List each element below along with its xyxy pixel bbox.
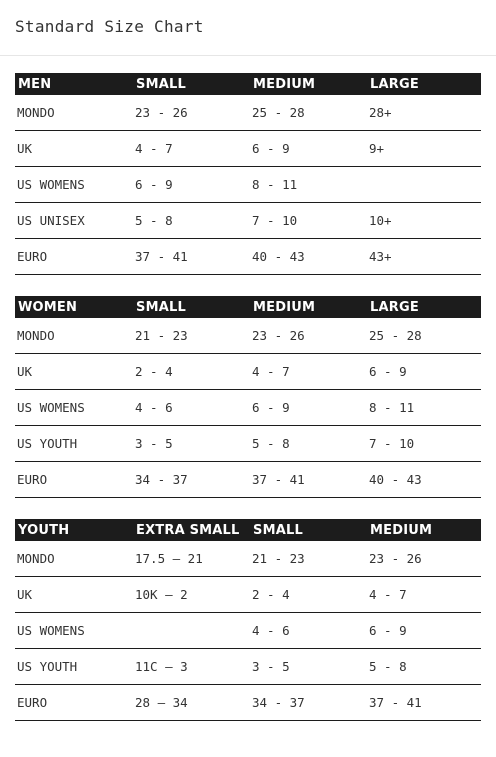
row-label-cell: US UNISEX	[15, 203, 133, 239]
header-cell-size: LARGE	[367, 73, 481, 95]
table-row	[15, 462, 481, 498]
size-value-cell: 21 - 23	[250, 541, 367, 577]
size-value-cell: 25 - 28	[367, 318, 481, 354]
row-label-cell: UK	[15, 131, 133, 167]
table-row	[15, 390, 481, 426]
row-label-cell: UK	[15, 577, 133, 613]
size-value-cell: 8 - 11	[367, 390, 481, 426]
size-value-cell: 23 - 26	[367, 541, 481, 577]
size-value-cell: 6 - 9	[250, 390, 367, 426]
row-label-cell: US WOMENS	[15, 167, 133, 203]
table-body	[15, 318, 481, 498]
header-cell-size: MEDIUM	[367, 519, 481, 541]
size-value-cell: 37 - 41	[250, 462, 367, 498]
size-value-cell: 9+	[367, 131, 481, 167]
header-cell-category: WOMEN	[15, 296, 133, 318]
table-row	[15, 541, 481, 577]
size-value-cell: 10K — 2	[133, 577, 250, 613]
row-label-cell: US YOUTH	[15, 649, 133, 685]
header-cell-size: SMALL	[133, 73, 250, 95]
table-row	[15, 131, 481, 167]
size-value-cell: 5 - 8	[367, 649, 481, 685]
table-header	[15, 73, 481, 95]
size-value-cell: 25 - 28	[250, 95, 367, 131]
page-title: Standard Size Chart	[15, 17, 204, 36]
header-row	[15, 519, 481, 541]
header-cell-size: MEDIUM	[250, 296, 367, 318]
header-cell-size: SMALL	[133, 296, 250, 318]
row-label-cell: US WOMENS	[15, 613, 133, 649]
table-row	[15, 649, 481, 685]
table-row	[15, 685, 481, 721]
header-cell-size: EXTRA SMALL	[133, 519, 250, 541]
size-value-cell: 40 - 43	[367, 462, 481, 498]
size-value-cell: 7 - 10	[367, 426, 481, 462]
row-label-cell: UK	[15, 354, 133, 390]
row-label-cell: MONDO	[15, 318, 133, 354]
size-value-cell: 11C — 3	[133, 649, 250, 685]
header-cell-size: LARGE	[367, 296, 481, 318]
size-value-cell: 37 - 41	[367, 685, 481, 721]
size-value-cell: 34 - 37	[133, 462, 250, 498]
table-header	[15, 519, 481, 541]
row-label-cell: EURO	[15, 239, 133, 275]
size-value-cell: 3 - 5	[250, 649, 367, 685]
size-value-cell: 17.5 — 21	[133, 541, 250, 577]
row-label-cell: EURO	[15, 462, 133, 498]
row-label-cell: EURO	[15, 685, 133, 721]
size-value-cell: 4 - 7	[133, 131, 250, 167]
table-body	[15, 95, 481, 275]
size-value-cell	[367, 167, 481, 203]
size-value-cell: 4 - 6	[133, 390, 250, 426]
size-value-cell: 28+	[367, 95, 481, 131]
table-row	[15, 577, 481, 613]
size-value-cell: 6 - 9	[250, 131, 367, 167]
header-cell-size: MEDIUM	[250, 73, 367, 95]
size-value-cell	[133, 613, 250, 649]
size-value-cell: 4 - 6	[250, 613, 367, 649]
table-row	[15, 239, 481, 275]
size-value-cell: 28 — 34	[133, 685, 250, 721]
row-label-cell: US WOMENS	[15, 390, 133, 426]
header-cell-category: YOUTH	[15, 519, 133, 541]
table-row	[15, 426, 481, 462]
table-row	[15, 318, 481, 354]
size-value-cell: 23 - 26	[250, 318, 367, 354]
youth-size-table	[15, 519, 481, 721]
size-value-cell: 23 - 26	[133, 95, 250, 131]
size-value-cell: 4 - 7	[250, 354, 367, 390]
size-value-cell: 2 - 4	[250, 577, 367, 613]
size-value-cell: 40 - 43	[250, 239, 367, 275]
size-value-cell: 10+	[367, 203, 481, 239]
size-value-cell: 5 - 8	[250, 426, 367, 462]
size-value-cell: 8 - 11	[250, 167, 367, 203]
table-body	[15, 541, 481, 721]
table-row	[15, 95, 481, 131]
size-value-cell: 6 - 9	[133, 167, 250, 203]
size-value-cell: 3 - 5	[133, 426, 250, 462]
size-value-cell: 5 - 8	[133, 203, 250, 239]
size-value-cell: 43+	[367, 239, 481, 275]
size-value-cell: 6 - 9	[367, 354, 481, 390]
header-row	[15, 296, 481, 318]
table-row	[15, 613, 481, 649]
size-value-cell: 34 - 37	[250, 685, 367, 721]
size-value-cell: 7 - 10	[250, 203, 367, 239]
table-header	[15, 296, 481, 318]
table-row	[15, 203, 481, 239]
table-row	[15, 167, 481, 203]
row-label-cell: MONDO	[15, 95, 133, 131]
header-cell-category: MEN	[15, 73, 133, 95]
table-row	[15, 354, 481, 390]
row-label-cell: US YOUTH	[15, 426, 133, 462]
size-value-cell: 6 - 9	[367, 613, 481, 649]
size-value-cell: 4 - 7	[367, 577, 481, 613]
page-header	[0, 0, 496, 56]
header-cell-size: SMALL	[250, 519, 367, 541]
men-size-table	[15, 73, 481, 275]
women-size-table	[15, 296, 481, 498]
row-label-cell: MONDO	[15, 541, 133, 577]
size-value-cell: 37 - 41	[133, 239, 250, 275]
size-value-cell: 2 - 4	[133, 354, 250, 390]
size-value-cell: 21 - 23	[133, 318, 250, 354]
header-row	[15, 73, 481, 95]
